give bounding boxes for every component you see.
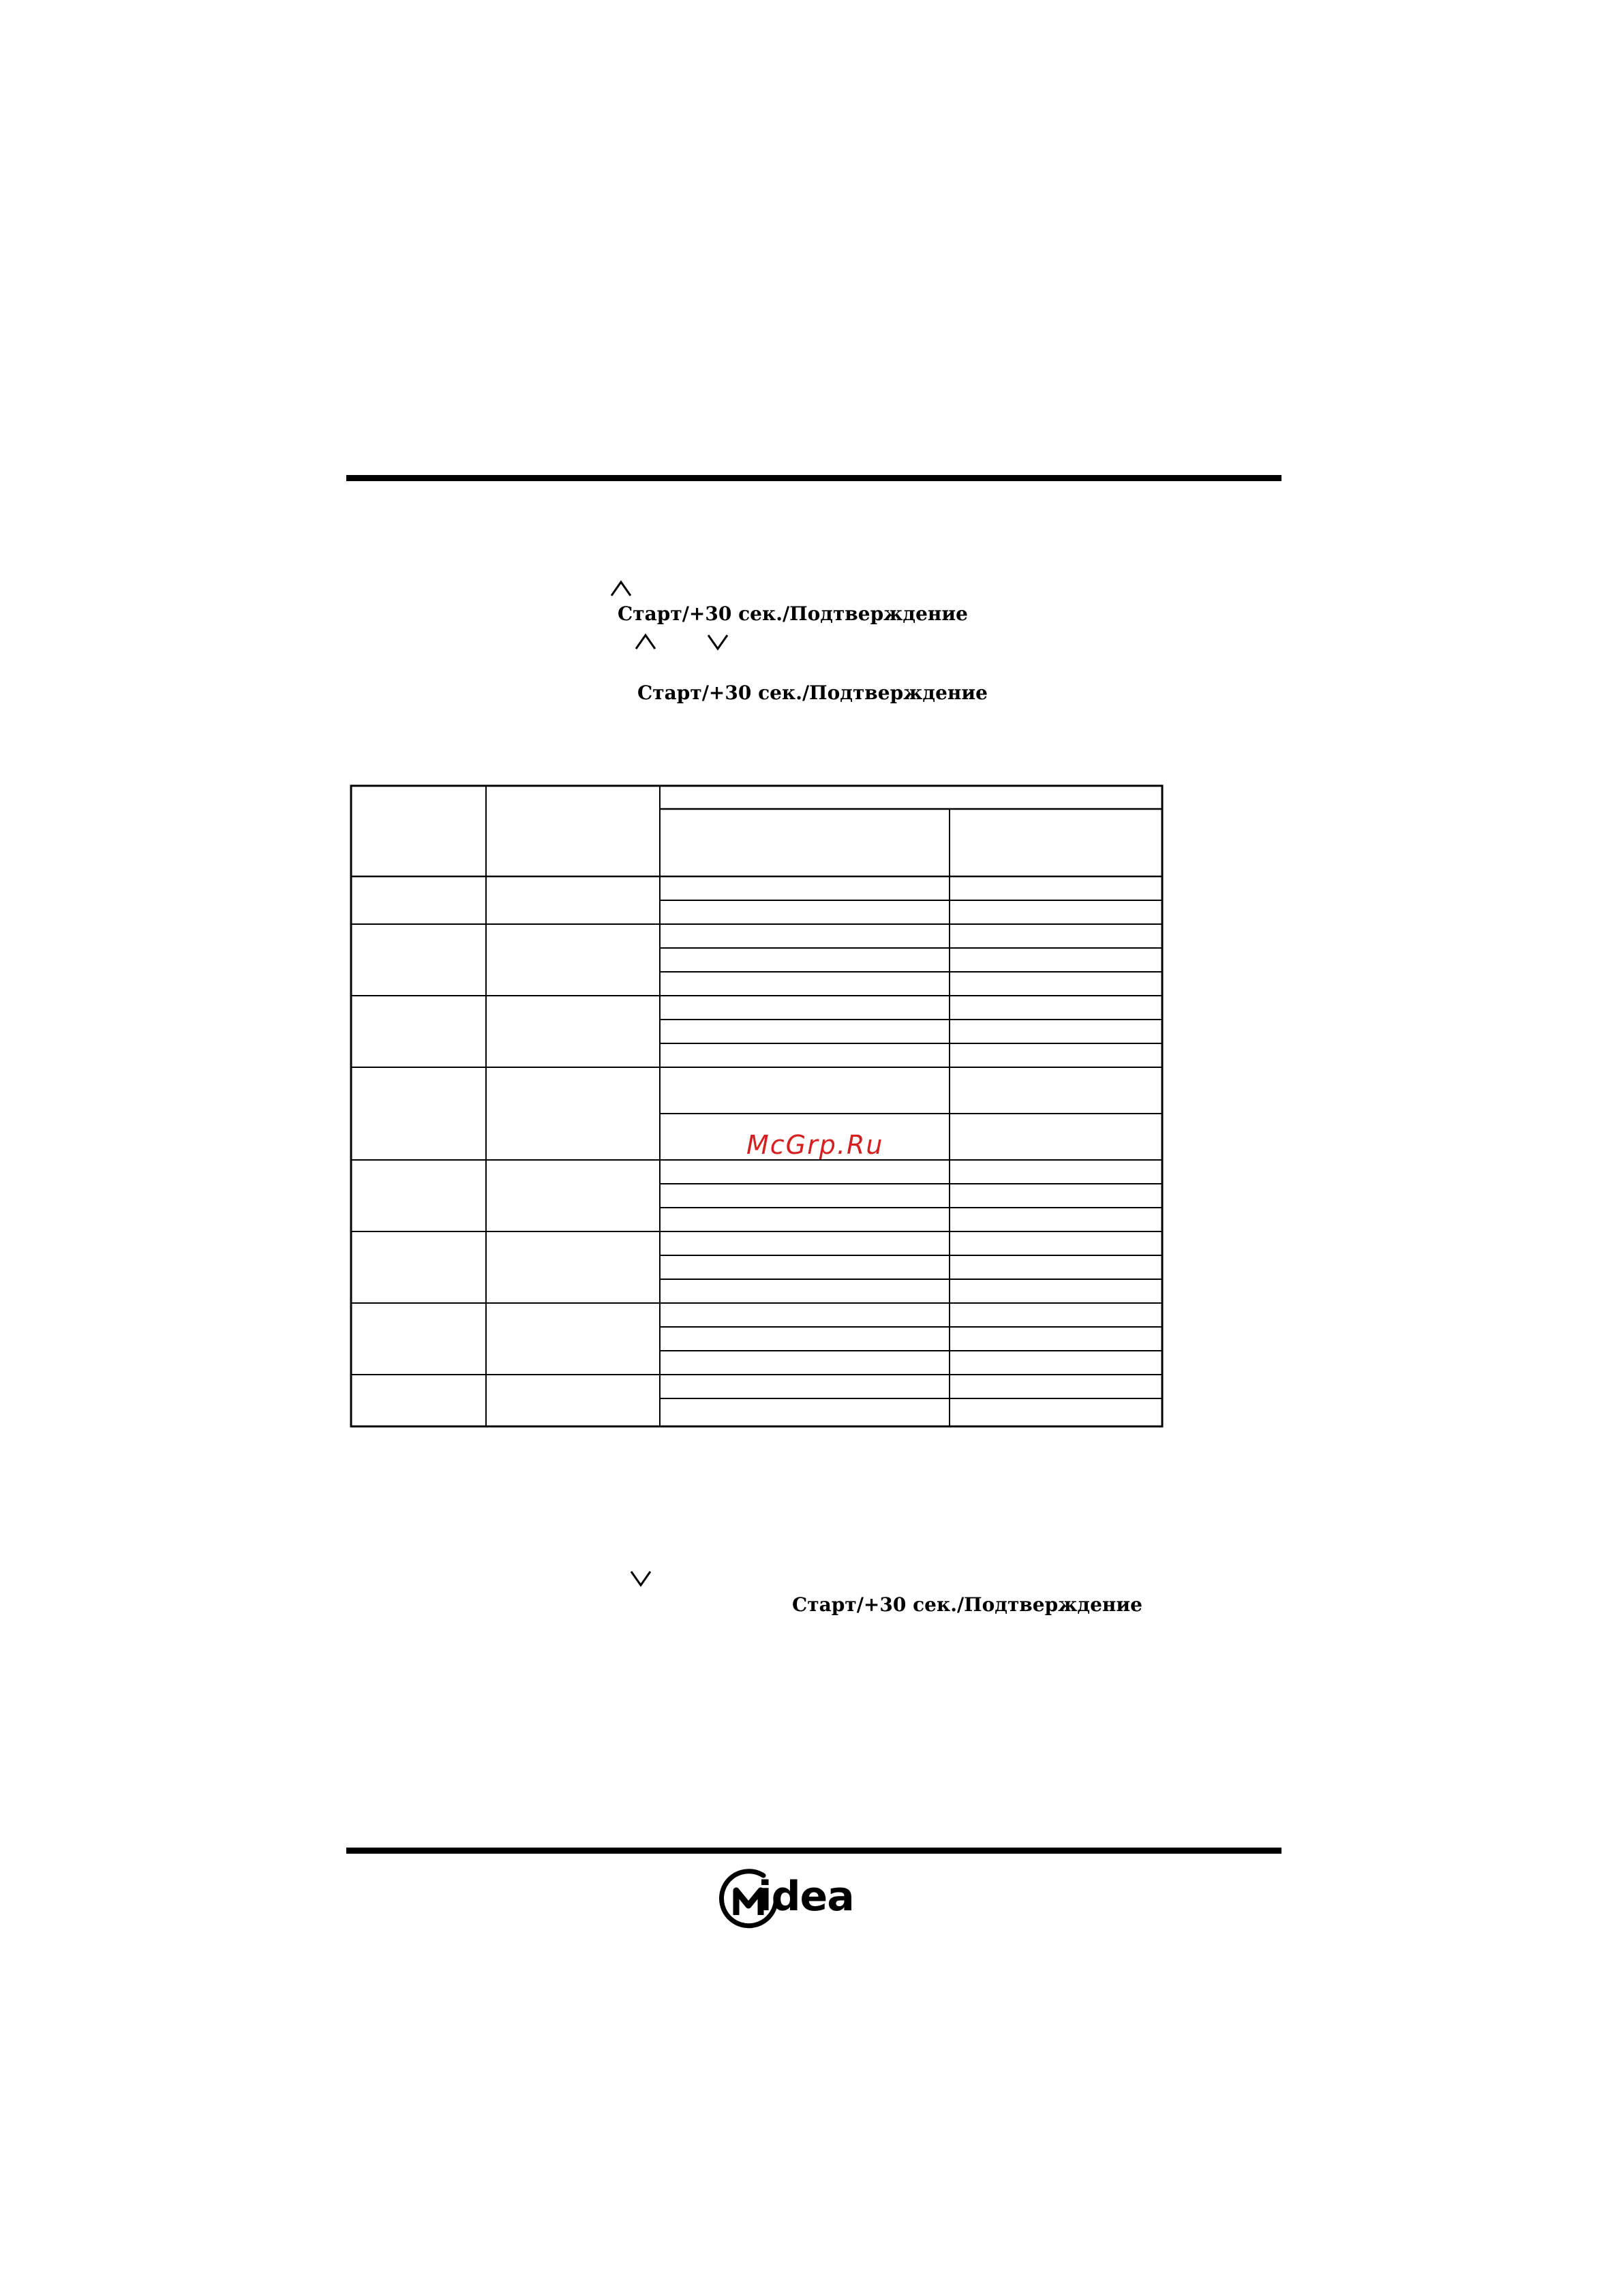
table-border [351,786,1162,1426]
watermark: McGrp.Ru [746,1130,884,1160]
confirm-label-1: Старт/+30 сек./Подтверждение [618,602,968,625]
chevron-down-icon [706,631,730,652]
chevron-down-icon [628,1567,653,1588]
chevron-up-icon [609,578,633,598]
settings-table [350,784,1164,1428]
table-grid [350,784,1164,1428]
confirm-label-2: Старт/+30 сек./Подтверждение [637,682,988,704]
chevron-up-icon [633,631,658,652]
logo-wordmark: idea [758,1873,854,1920]
midea-logo [716,1865,893,1926]
top-rule [346,475,1281,481]
confirm-label-3: Старт/+30 сек./Подтверждение [792,1593,1142,1616]
bottom-rule [346,1848,1281,1854]
